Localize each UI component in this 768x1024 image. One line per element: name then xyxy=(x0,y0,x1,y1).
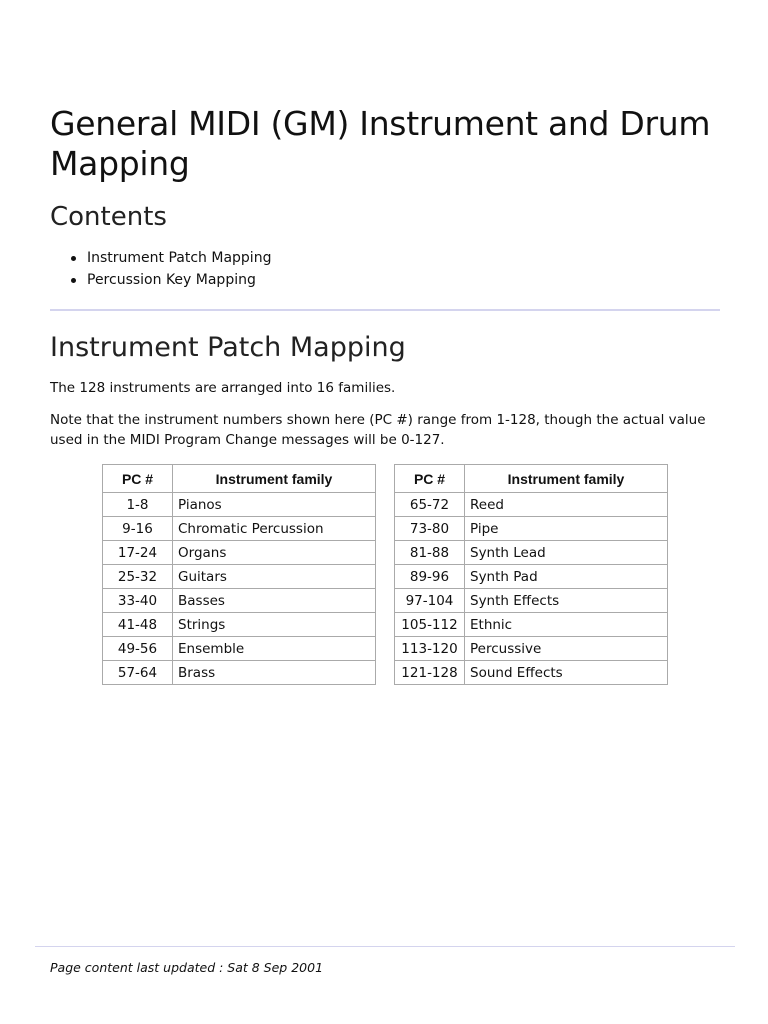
table-row xyxy=(103,661,376,685)
table-header-row xyxy=(103,465,376,493)
column-header-pc: PC # xyxy=(395,465,465,493)
pc-range-cell: 1-8 xyxy=(103,493,173,517)
table-row xyxy=(103,541,376,565)
table-row xyxy=(103,613,376,637)
pc-range-cell: 97-104 xyxy=(395,589,465,613)
instrument-family-cell: Organs xyxy=(173,541,376,565)
table-row xyxy=(395,565,668,589)
table-of-contents xyxy=(50,248,271,291)
instrument-family-cell: Sound Effects xyxy=(465,661,668,685)
toc-item xyxy=(87,270,271,292)
instrument-family-cell: Basses xyxy=(173,589,376,613)
instrument-family-cell: Synth Pad xyxy=(465,565,668,589)
pc-range-cell: 65-72 xyxy=(395,493,465,517)
contents-heading: Contents xyxy=(50,202,167,232)
pc-range-cell: 25-32 xyxy=(103,565,173,589)
instrument-family-cell: Ethnic xyxy=(465,613,668,637)
table-row xyxy=(103,493,376,517)
pc-range-cell: 49-56 xyxy=(103,637,173,661)
instrument-family-cell: Ensemble xyxy=(173,637,376,661)
table-row xyxy=(395,517,668,541)
column-header-pc: PC # xyxy=(103,465,173,493)
instrument-family-cell: Percussive xyxy=(465,637,668,661)
section-divider xyxy=(50,309,720,311)
instrument-family-cell: Pipe xyxy=(465,517,668,541)
footer-divider xyxy=(35,946,735,947)
instrument-family-cell: Reed xyxy=(465,493,668,517)
last-updated-footer: Page content last updated : Sat 8 Sep 2001 xyxy=(50,960,324,975)
instrument-family-cell: Pianos xyxy=(173,493,376,517)
instrument-family-cell: Guitars xyxy=(173,565,376,589)
instrument-family-cell: Synth Lead xyxy=(465,541,668,565)
table-row xyxy=(395,541,668,565)
intro-paragraph: The 128 instruments are arranged into 16 families. xyxy=(50,380,396,396)
pc-range-cell: 73-80 xyxy=(395,517,465,541)
table-row xyxy=(103,589,376,613)
instrument-family-cell: Synth Effects xyxy=(465,589,668,613)
pc-range-cell: 113-120 xyxy=(395,637,465,661)
table-row xyxy=(395,613,668,637)
pc-range-cell: 89-96 xyxy=(395,565,465,589)
table-row xyxy=(395,493,668,517)
pc-range-cell: 41-48 xyxy=(103,613,173,637)
table-row xyxy=(395,661,668,685)
instrument-table-right xyxy=(394,464,668,685)
instrument-family-cell: Strings xyxy=(173,613,376,637)
section-heading: Instrument Patch Mapping xyxy=(50,332,406,363)
pc-range-cell: 121-128 xyxy=(395,661,465,685)
instrument-family-cell: Brass xyxy=(173,661,376,685)
toc-item xyxy=(87,248,271,270)
pc-range-cell: 9-16 xyxy=(103,517,173,541)
column-header-family: Instrument family xyxy=(465,465,668,493)
toc-link-instrument-patch-mapping[interactable]: Instrument Patch Mapping xyxy=(87,250,272,266)
table-row xyxy=(103,565,376,589)
instrument-family-cell: Chromatic Percussion xyxy=(173,517,376,541)
note-paragraph: Note that the instrument numbers shown here (PC #) range from 1-128, though the actual value used in the MIDI Program Change messages will be 0-127. xyxy=(50,412,706,448)
pc-range-cell: 33-40 xyxy=(103,589,173,613)
pc-range-cell: 81-88 xyxy=(395,541,465,565)
toc-link-percussion-key-mapping[interactable]: Percussion Key Mapping xyxy=(87,271,256,288)
pc-range-cell: 17-24 xyxy=(103,541,173,565)
table-row xyxy=(103,637,376,661)
table-row xyxy=(395,589,668,613)
pc-range-cell: 105-112 xyxy=(395,613,465,637)
pc-range-cell: 57-64 xyxy=(103,661,173,685)
table-row xyxy=(395,637,668,661)
table-row xyxy=(103,517,376,541)
table-header-row xyxy=(395,465,668,493)
instrument-table-left xyxy=(102,464,376,685)
column-header-family: Instrument family xyxy=(173,465,376,493)
page-title: General MIDI (GM) Instrument and Drum Mapping xyxy=(50,104,711,183)
